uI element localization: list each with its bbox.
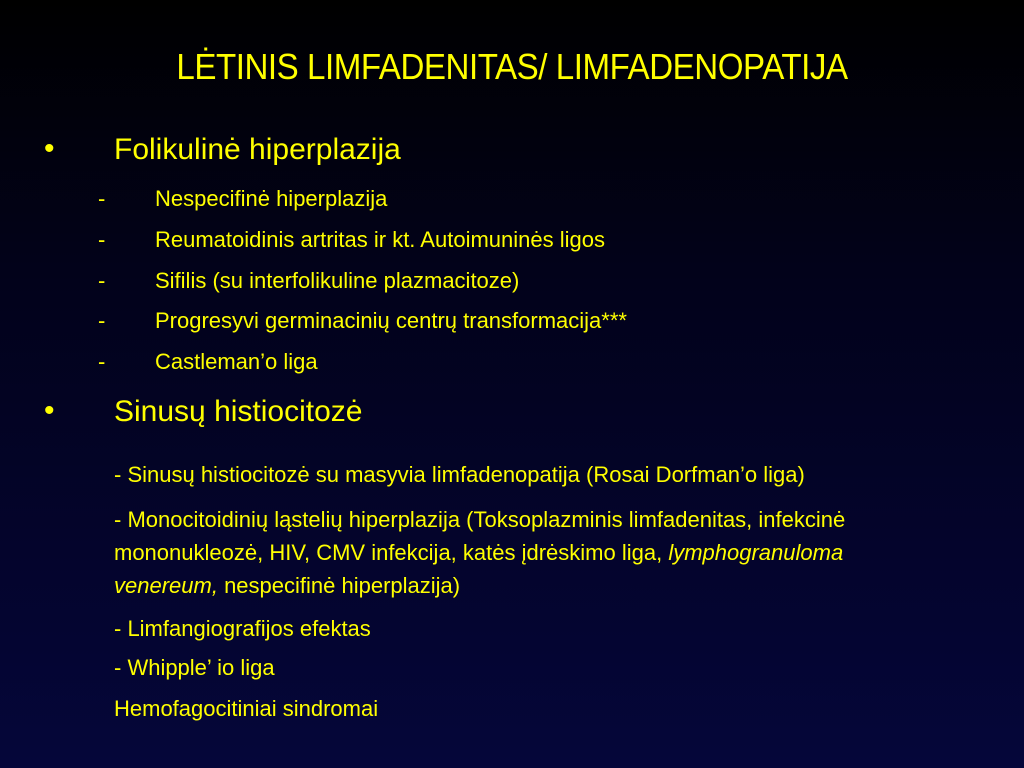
paragraph-line: - Monocitoidinių ląstelių hiperplazija (Toksoplazminis limfadenitas, infekcinė	[114, 507, 846, 532]
dash-5: -	[98, 349, 106, 374]
list-item: Progresyvi germinacinių centrų transformacija***	[155, 308, 627, 333]
section1-heading: Folikulinė hiperplazija	[114, 133, 401, 166]
list-item: Castleman’o liga	[155, 349, 318, 374]
section2-paragraph-5	[114, 692, 904, 725]
slide-title: LĖTINIS LIMFADENITAS/ LIMFADENOPATIJA	[176, 46, 848, 87]
dash-3: -	[98, 268, 106, 293]
list-item: Sifilis (su interfolikuline plazmacitoze)	[155, 268, 520, 293]
dash-1: -	[98, 186, 106, 211]
section2-paragraph-2	[114, 503, 904, 602]
section2-paragraph-3	[114, 612, 904, 645]
paragraph-line: mononukleozė, HIV, CMV infekcija, katės įdrėskimo liga,	[114, 540, 669, 565]
section2-paragraph-1	[114, 458, 904, 491]
paragraph-text: Hemofagocitiniai sindromai	[114, 696, 379, 721]
paragraph-text: - Whipple’ io liga	[114, 655, 275, 680]
italic-term: lymphogranuloma	[668, 540, 844, 565]
dash-2: -	[98, 227, 106, 252]
paragraph-text: - Sinusų histiocitozė su masyvia limfadenopatija (Rosai Dorfman’o liga)	[114, 462, 805, 487]
dash-4: -	[98, 308, 106, 333]
paragraph-line: nespecifinė hiperplazija)	[217, 573, 461, 598]
section2-paragraph-4	[114, 651, 904, 684]
section2-heading: Sinusų histiocitozė	[114, 395, 363, 428]
bullet-2: •	[44, 394, 55, 427]
bullet-1: •	[44, 132, 55, 165]
italic-term: venereum,	[114, 573, 218, 598]
list-item: Reumatoidinis artritas ir kt. Autoimuninės ligos	[155, 227, 605, 252]
list-item: Nespecifinė hiperplazija	[155, 186, 388, 211]
paragraph-text: - Limfangiografijos efektas	[114, 616, 371, 641]
